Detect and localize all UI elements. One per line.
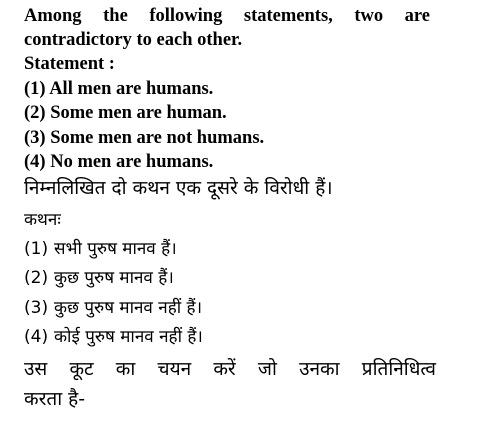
- english-statement-4: [24, 150, 430, 175]
- english-statement-2: [24, 101, 430, 126]
- statement-text: Some men are not humans.: [50, 127, 265, 148]
- question-document: [24, 4, 436, 414]
- english-intro: [24, 4, 430, 52]
- statement-text: कुछ पुरुष मानव नहीं हैं।: [54, 297, 203, 318]
- english-statement-list: [24, 77, 430, 175]
- english-statement-3: [24, 126, 430, 151]
- english-statement-label: Statement :: [24, 54, 115, 74]
- hindi-statement-label: कथनः: [24, 209, 61, 230]
- english-statement-1: [24, 77, 430, 102]
- english-intro-line-1: Among the following statements, two are: [24, 6, 430, 26]
- statement-number: (2): [24, 268, 49, 288]
- statement-text: All men are humans.: [49, 78, 214, 99]
- statement-number: (1): [24, 78, 46, 99]
- statement-text: No men are humans.: [50, 152, 214, 172]
- hindi-statement-2: [24, 264, 430, 294]
- statement-text: Some men are human.: [50, 103, 227, 123]
- hindi-statement-1: [24, 235, 430, 265]
- hindi-statement-4: [24, 323, 430, 353]
- hindi-intro: निम्नलिखित दो कथन एक दूसरे के विरोधी हैं।: [24, 176, 333, 199]
- statement-text: सभी पुरुष मानव हैं।: [54, 238, 177, 259]
- statement-number: (2): [24, 103, 46, 123]
- hindi-statement-list: [24, 235, 430, 353]
- statement-text: कोई पुरुष मानव नहीं हैं।: [54, 327, 203, 347]
- statement-number: (4): [24, 327, 49, 347]
- hindi-question-line-2: करता है-: [24, 387, 86, 410]
- statement-text: कुछ पुरुष मानव हैं।: [54, 268, 174, 288]
- hindi-statement-3: [24, 294, 430, 324]
- statement-number: (4): [24, 152, 46, 172]
- hindi-question-line-1: उस कूट का चयन करें जो उनका प्रतिनिधित्व: [24, 357, 436, 380]
- statement-number: (3): [24, 297, 49, 318]
- english-intro-line-2: contradictory to each other.: [24, 30, 243, 50]
- hindi-question: [24, 354, 436, 414]
- statement-number: (1): [24, 238, 49, 259]
- statement-number: (3): [24, 127, 46, 148]
